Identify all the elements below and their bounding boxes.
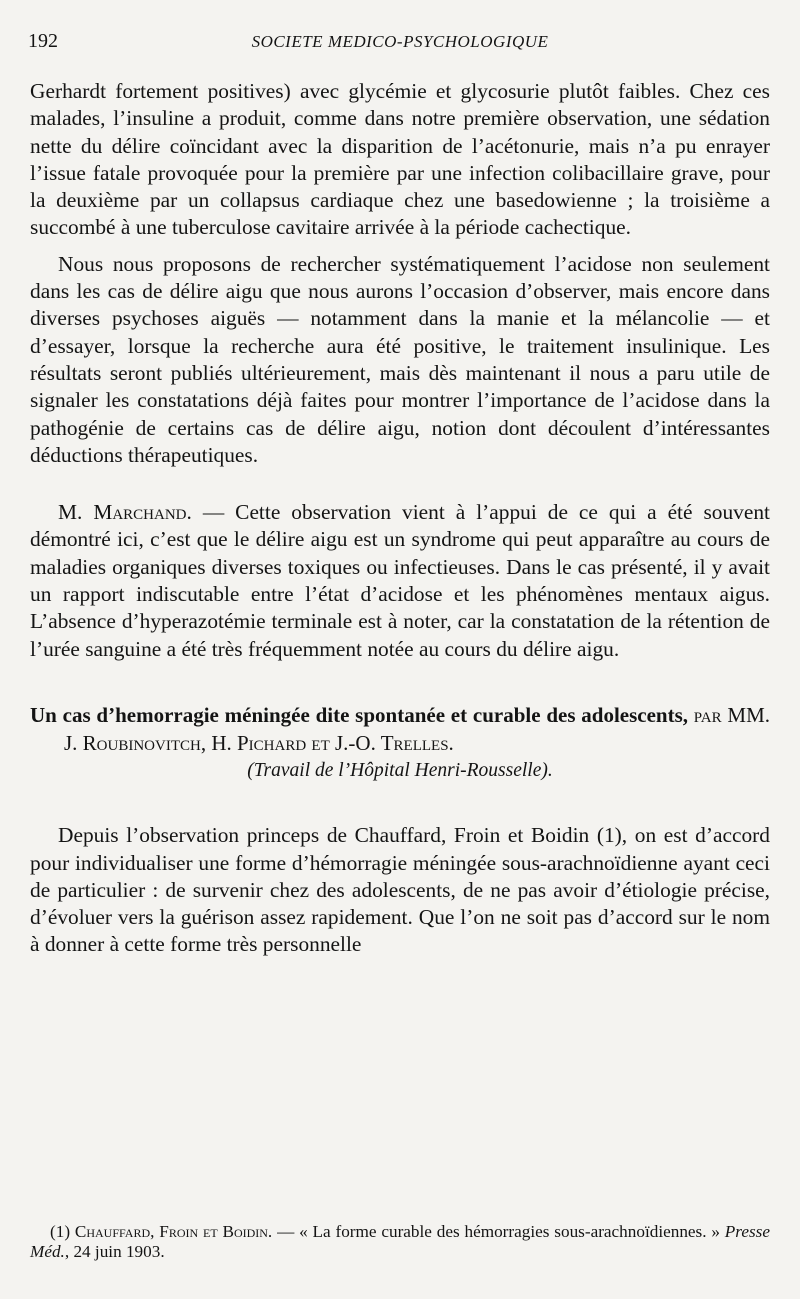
footnote <box>30 1222 770 1262</box>
footnote-marker: (1) <box>50 1222 75 1241</box>
footnote-authors: Chauffard, Froin et Boidin. <box>74 1222 273 1241</box>
footnote-date: , 24 juin 1903. <box>64 1242 165 1261</box>
paragraph-proposal: Nous nous proposons de rechercher systématiquement l’acidose non seulement dans les cas de délire aigu que nous aurons l’occasion d’observer, mais encore dans diverses psychoses aiguës — notamment dans la manie et la mélancolie — et d’essayer, lorsque la recherche aura été positive, le traitement insulinique. Les résultats seront publiés ultérieurement, mais dès maintenant il nous a paru utile de signaler les constatations déjà faites pour montrer l’importance de l’acidose dans la pathogénie de certains cas de délire aigu, notion dont découlent d’intéressantes déductions thérapeutiques. <box>30 251 770 467</box>
speaker-name: M. Marchand. <box>58 500 192 525</box>
running-head: SOCIETE MEDICO-PSYCHOLOGIQUE <box>251 32 549 51</box>
footnote-citation: — « La forme curable des hémorragies sous-arachnoïdiennes. » <box>272 1222 725 1241</box>
paragraph-marchand <box>30 499 770 663</box>
paragraph-continuation: Gerhardt fortement positives) avec glycémie et glycosurie plutôt faibles. Chez ces malades, l’insuline a produit, comme dans notre première observation, une sédation nette du délire coïncidant avec la disparition de l’acétonurie, mais n’a pu enrayer l’issue fatale provoquée pour la première par une infection colibacillaire grave, pour la deuxième par un collapsus cardiaque chez une basedowienne ; la troisième a succombé à une tuberculose cavitaire arrivée à la période cachectique. <box>30 79 770 240</box>
page-header <box>28 30 772 56</box>
page-number: 192 <box>28 30 58 52</box>
article-title <box>30 701 770 757</box>
article-title-text: Un cas d’hemorragie méningée dite spontanée et curable des adolescents, <box>30 702 689 727</box>
paragraph-introduction: Depuis l’observation princeps de Chauffard, Froin et Boidin (1), on est d’accord pour individualiser une forme d’hémorragie méningée sous-arachnoïdienne ayant ceci de particulier : de survenir chez des adolescents, de ne pas avoir d’étiologie précise, d’évoluer vers la guérison assez rapidement. Que l’on ne soit pas d’accord sur le nom à donner à cette forme très personnelle <box>30 823 770 957</box>
marchand-comment: — Cette observation vient à l’appui de ce qui a été souvent démontré ici, c’est que le délire aigu est un syndrome qui peut apparaître au cours de maladies organiques diverses toxiques ou infectieuses. Dans le cas présenté, il y avait un rapport indiscutable entre l’état d’acidose et les phénomènes mentaux aigus. L’absence d’hyperazotémie terminale est à noter, car la constatation de la rétention de l’urée sanguine a été très fréquemment notée au cours du délire aigu. <box>30 500 770 661</box>
article-authors: par MM. J. Roubinovitch, H. Pichard et J.-O. Trelles. <box>64 702 770 755</box>
article-affiliation: (Travail de l’Hôpital Henri-Rousselle). <box>247 759 553 781</box>
footnote-journal: Presse Méd. <box>30 1222 770 1261</box>
page-body <box>30 78 770 959</box>
footnote-text <box>30 1222 770 1262</box>
